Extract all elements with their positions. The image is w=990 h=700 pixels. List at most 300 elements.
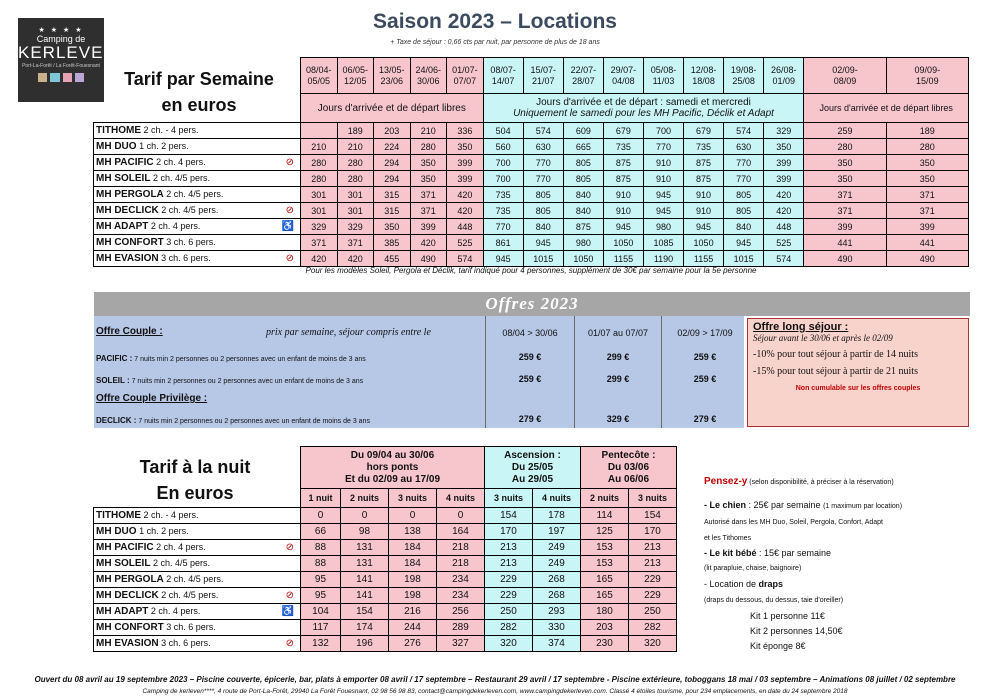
price-cell: 945 <box>523 235 563 251</box>
price-cell: 165 <box>580 588 628 604</box>
nights-header: 2 nuits <box>580 489 628 508</box>
price-cell: 329 <box>337 219 374 235</box>
price-cell: 138 <box>388 524 436 540</box>
price-cell: 770 <box>643 139 683 155</box>
row-label: MH CONFORT 3 ch. 6 pers. <box>94 620 301 636</box>
weekly-corner-2 <box>94 94 301 123</box>
price-cell: 184 <box>388 540 436 556</box>
info-sheets-sub: (draps du dessous, du dessus, taie d'oreiller) <box>704 597 844 604</box>
info-kit-3: Kit éponge 8€ <box>750 641 806 651</box>
offer-long-sub: Séjour avant le 30/06 et après le 02/09 <box>753 333 893 343</box>
info-kit-1: Kit 1 personne 11€ <box>750 611 825 621</box>
price-cell: 256 <box>436 604 484 620</box>
price-cell: 154 <box>628 508 676 524</box>
price-cell: 294 <box>374 155 411 171</box>
price-cell: 198 <box>388 588 436 604</box>
no-smoking-icon: ⊘ <box>285 638 294 649</box>
no-smoking-icon: ⊘ <box>285 157 294 168</box>
nights-header: 3 nuits <box>628 489 676 508</box>
price-cell: 141 <box>340 588 388 604</box>
price-cell: 250 <box>484 604 532 620</box>
price-cell: 371 <box>301 235 338 251</box>
price-cell: 189 <box>886 123 968 139</box>
price-cell: 95 <box>301 572 341 588</box>
price-cell: 574 <box>447 251 484 267</box>
price-cell: 399 <box>764 155 804 171</box>
price-cell: 875 <box>603 171 643 187</box>
no-smoking-icon: ⊘ <box>285 205 294 216</box>
price-cell: 980 <box>563 235 603 251</box>
logo-swatches <box>38 73 84 82</box>
no-smoking-icon: ⊘ <box>285 590 294 601</box>
price-cell: 184 <box>388 556 436 572</box>
offer-declick-price-3: 279 € <box>693 414 717 424</box>
offers-divider-1 <box>485 316 486 428</box>
price-cell: 371 <box>410 187 447 203</box>
price-cell: 189 <box>337 123 374 139</box>
date-header: 15/07- 21/07 <box>523 58 563 94</box>
no-smoking-icon: ⊘ <box>285 542 294 553</box>
row-label: MH CONFORT 3 ch. 6 pers. <box>94 235 301 251</box>
price-cell: 350 <box>804 171 886 187</box>
row-label: MH DUO 1 ch. 2 pers. <box>94 524 301 540</box>
weekly-note: Pour les modèles Soleil, Pergola et Déclik, tarif indiqué pour 4 personnes, supplément de 30€ par semaine pour la 5e personne <box>305 266 757 275</box>
price-cell: 249 <box>532 556 580 572</box>
date-header: 09/09- 15/09 <box>886 58 968 94</box>
price-cell: 910 <box>603 187 643 203</box>
price-cell: 170 <box>628 524 676 540</box>
price-cell: 735 <box>603 139 643 155</box>
weekly-group-sat-wed <box>483 94 804 123</box>
price-cell: 229 <box>484 588 532 604</box>
price-cell: 840 <box>523 219 563 235</box>
price-cell: 350 <box>764 139 804 155</box>
price-cell: 350 <box>886 155 968 171</box>
price-cell: 805 <box>724 187 764 203</box>
nights-header: 3 nuits <box>484 489 532 508</box>
offer-declick-price-2: 329 € <box>606 414 630 424</box>
price-cell: 213 <box>484 556 532 572</box>
table-row <box>94 155 969 171</box>
page-title: Saison 2023 – Locations <box>373 10 617 33</box>
price-cell: 280 <box>804 139 886 155</box>
nights-header: 2 nuits <box>340 489 388 508</box>
price-cell: 560 <box>483 139 523 155</box>
logo-swatch <box>75 73 84 82</box>
price-cell: 1190 <box>643 251 683 267</box>
price-cell: 198 <box>388 572 436 588</box>
price-cell: 945 <box>643 203 683 219</box>
price-cell: 165 <box>580 572 628 588</box>
price-cell: 350 <box>804 155 886 171</box>
price-cell: 1050 <box>563 251 603 267</box>
offer-pacific-price-1: 259 € <box>518 352 542 362</box>
page-subtitle: + Taxe de séjour : 0,66 cts par nuit, par personne de plus de 18 ans <box>390 39 600 46</box>
row-label: MH SOLEIL 2 ch. 4/5 pers. <box>94 556 301 572</box>
price-cell: 180 <box>580 604 628 620</box>
price-cell: 1155 <box>684 251 724 267</box>
row-label: MH PACIFIC 2 ch. 4 pers. ⊘ <box>94 540 301 556</box>
price-cell: 131 <box>340 540 388 556</box>
price-cell: 371 <box>804 187 886 203</box>
price-cell: 203 <box>580 620 628 636</box>
price-cell: 805 <box>563 155 603 171</box>
info-dog-line2: Autorisé dans les MH Duo, Soleil, Pergola, Confort, Adapt <box>704 519 883 526</box>
price-cell: 0 <box>388 508 436 524</box>
offer-soleil-price-2: 299 € <box>606 374 630 384</box>
price-cell: 770 <box>523 155 563 171</box>
price-cell: 218 <box>436 556 484 572</box>
price-cell: 399 <box>886 219 968 235</box>
weekly-title-line2: en euros <box>161 95 237 115</box>
price-cell: 320 <box>628 636 676 652</box>
offer-pacific-label: PACIFIC : 7 nuits min 2 personnes ou 2 personnes avec un enfant de moins de 3 ans <box>96 354 366 363</box>
price-cell: 301 <box>301 187 338 203</box>
nights-header: 4 nuits <box>436 489 484 508</box>
date-header: 08/04- 05/05 <box>301 58 338 94</box>
price-cell: 371 <box>804 203 886 219</box>
price-cell: 329 <box>764 123 804 139</box>
price-cell: 910 <box>684 203 724 219</box>
price-cell: 770 <box>724 171 764 187</box>
price-cell: 679 <box>603 123 643 139</box>
table-row <box>94 123 969 139</box>
weekly-corner <box>94 58 301 94</box>
price-cell: 1015 <box>523 251 563 267</box>
price-cell: 327 <box>436 636 484 652</box>
price-cell: 609 <box>563 123 603 139</box>
weekly-title-line1: Tarif par Semaine <box>124 69 274 89</box>
table-row <box>94 604 677 620</box>
price-cell: 910 <box>643 155 683 171</box>
price-cell: 805 <box>523 187 563 203</box>
date-header: 22/07- 28/07 <box>563 58 603 94</box>
price-cell: 630 <box>523 139 563 155</box>
price-cell: 399 <box>804 219 886 235</box>
price-cell: 203 <box>374 123 411 139</box>
price-cell: 371 <box>410 203 447 219</box>
price-cell: 230 <box>580 636 628 652</box>
price-cell: 95 <box>301 588 341 604</box>
date-header: 24/06- 30/06 <box>410 58 447 94</box>
price-cell: 448 <box>764 219 804 235</box>
price-cell: 374 <box>532 636 580 652</box>
price-cell: 490 <box>410 251 447 267</box>
price-cell: 420 <box>764 203 804 219</box>
row-label: TITHOME 2 ch. - 4 pers. <box>94 123 301 139</box>
table-row <box>94 540 677 556</box>
price-cell: 420 <box>301 251 338 267</box>
price-cell: 294 <box>374 171 411 187</box>
price-cell: 945 <box>603 219 643 235</box>
price-cell: 141 <box>340 572 388 588</box>
price-cell: 197 <box>532 524 580 540</box>
offer-long-stay <box>747 318 969 427</box>
price-cell <box>301 123 338 139</box>
table-row <box>94 203 969 219</box>
nightly-corner-2 <box>94 489 301 508</box>
row-label: MH EVASION 3 ch. 6 pers. ⊘ <box>94 251 301 267</box>
price-cell: 805 <box>563 171 603 187</box>
price-cell: 268 <box>532 588 580 604</box>
info-baby-kit: - Le kit bébé : 15€ par semaine <box>704 548 832 558</box>
logo-line1: Camping de <box>36 34 86 44</box>
offer-pacific-price-3: 259 € <box>693 352 717 362</box>
nightly-group-low: Du 09/04 au 30/06 hors ponts Et du 02/09 au 17/09 <box>301 447 485 489</box>
offer-couple-caption: prix par semaine, séjour compris entre le <box>266 327 431 338</box>
price-cell: 399 <box>447 171 484 187</box>
price-cell: 210 <box>410 123 447 139</box>
table-row <box>94 187 969 203</box>
price-cell: 293 <box>532 604 580 620</box>
price-cell: 371 <box>886 187 968 203</box>
price-cell: 385 <box>374 235 411 251</box>
table-row <box>94 251 969 267</box>
price-cell: 700 <box>483 171 523 187</box>
price-cell: 244 <box>388 620 436 636</box>
price-cell: 315 <box>374 187 411 203</box>
table-row <box>94 572 677 588</box>
price-cell: 213 <box>484 540 532 556</box>
price-cell: 282 <box>628 620 676 636</box>
table-row <box>94 171 969 187</box>
price-cell: 945 <box>684 219 724 235</box>
nightly-title-line2: En euros <box>156 483 234 503</box>
offer-long-15: -15% pour tout séjour à partir de 21 nuits <box>753 366 918 377</box>
wheelchair-icon: ♿ <box>281 221 294 232</box>
row-label: MH EVASION 3 ch. 6 pers. ⊘ <box>94 636 301 652</box>
price-cell: 945 <box>724 235 764 251</box>
price-cell: 0 <box>340 508 388 524</box>
price-cell: 420 <box>447 187 484 203</box>
price-cell: 1050 <box>684 235 724 251</box>
price-cell: 88 <box>301 540 341 556</box>
offer-period-3: 02/09 > 17/09 <box>677 328 733 338</box>
date-header: 12/08- 18/08 <box>684 58 724 94</box>
price-cell: 280 <box>337 155 374 171</box>
row-label: MH ADAPT 2 ch. 4 pers. ♿ <box>94 219 301 235</box>
price-cell: 164 <box>436 524 484 540</box>
offers-divider-2 <box>574 316 575 428</box>
price-cell: 875 <box>684 155 724 171</box>
row-label: MH PERGOLA 2 ch. 4/5 pers. <box>94 572 301 588</box>
price-cell: 229 <box>484 572 532 588</box>
price-cell: 117 <box>301 620 341 636</box>
logo-line2: KERLEVEN <box>18 43 117 62</box>
price-cell: 234 <box>436 572 484 588</box>
price-cell: 132 <box>301 636 341 652</box>
price-cell: 98 <box>340 524 388 540</box>
price-cell: 350 <box>410 155 447 171</box>
price-cell: 350 <box>410 171 447 187</box>
price-cell: 276 <box>388 636 436 652</box>
price-cell: 490 <box>886 251 968 267</box>
price-cell: 840 <box>724 219 764 235</box>
price-cell: 441 <box>886 235 968 251</box>
price-cell: 289 <box>436 620 484 636</box>
price-cell: 980 <box>643 219 683 235</box>
price-cell: 574 <box>523 123 563 139</box>
price-cell: 1085 <box>643 235 683 251</box>
price-cell: 104 <box>301 604 341 620</box>
offer-period-1: 08/04 > 30/06 <box>502 328 558 338</box>
info-baby-kit-sub: (lit parapluie, chaise, baignoire) <box>704 565 802 572</box>
price-cell: 336 <box>447 123 484 139</box>
row-label: MH PACIFIC 2 ch. 4 pers. ⊘ <box>94 155 301 171</box>
price-cell: 399 <box>764 171 804 187</box>
price-cell: 210 <box>301 139 338 155</box>
date-header: 06/05- 12/05 <box>337 58 374 94</box>
price-cell: 840 <box>563 203 603 219</box>
price-cell: 125 <box>580 524 628 540</box>
price-cell: 1015 <box>724 251 764 267</box>
price-cell: 805 <box>523 203 563 219</box>
price-cell: 441 <box>804 235 886 251</box>
weekly-group-free-1: Jours d'arrivée et de départ libres <box>301 94 484 123</box>
row-label: MH SOLEIL 2 ch. 4/5 pers. <box>94 171 301 187</box>
logo-stars: ★ ★ ★ ★ <box>38 27 84 34</box>
price-cell: 455 <box>374 251 411 267</box>
price-cell: 665 <box>563 139 603 155</box>
table-row <box>94 588 677 604</box>
nightly-group-pentecote: Pentecôte : Du 03/06 Au 06/06 <box>580 447 676 489</box>
weekly-group-sat-wed-line2: Uniquement le samedi pour les MH Pacific, Déclik et Adapt <box>513 108 774 119</box>
price-cell: 420 <box>764 187 804 203</box>
price-cell: 250 <box>628 604 676 620</box>
date-header: 29/07- 04/08 <box>603 58 643 94</box>
price-cell: 229 <box>628 572 676 588</box>
price-cell: 371 <box>886 203 968 219</box>
price-cell: 805 <box>724 203 764 219</box>
logo-line3: Port-La-Forêt / La Forêt-Fouesnant <box>22 63 100 69</box>
nightly-title-line1: Tarif à la nuit <box>139 457 251 477</box>
price-cell: 301 <box>301 203 338 219</box>
row-label: TITHOME 2 ch. - 4 pers. <box>94 508 301 524</box>
price-cell: 875 <box>563 219 603 235</box>
price-cell: 153 <box>580 540 628 556</box>
offer-long-note: Non cumulable sur les offres couples <box>795 385 921 392</box>
footer-address: Camping de kerleven****, 4 route de Port-La-Forêt, 29940 La Forêt Fouesnant, 02 98 56 98 83, contact@campingdekerleven.com, www.campingdekerleven.com. Classé 4 étoiles tourisme, pour 234 emplacements, en date du 24 septembre 2018 <box>142 688 848 695</box>
price-cell: 735 <box>483 203 523 219</box>
price-cell: 178 <box>532 508 580 524</box>
table-row <box>94 508 677 524</box>
price-cell: 1050 <box>603 235 643 251</box>
price-cell: 420 <box>337 251 374 267</box>
price-cell: 249 <box>532 540 580 556</box>
price-cell: 399 <box>410 219 447 235</box>
price-cell: 350 <box>374 219 411 235</box>
price-cell: 88 <box>301 556 341 572</box>
logo-swatch <box>38 73 47 82</box>
price-cell: 490 <box>804 251 886 267</box>
offer-declick-price-1: 279 € <box>518 414 542 424</box>
footer-hours: Ouvert du 08 avril au 19 septembre 2023 – Piscine couverte, épicerie, bar, plats à emporter 08 avril / 17 septembre – Restaurant 29 avril / 17 septembre - Piscine extérieure, toboggans 18 mai / 03 septembre – Animations 08 juillet / 02 septembre <box>34 675 956 684</box>
table-row <box>94 556 677 572</box>
price-cell: 213 <box>628 540 676 556</box>
wheelchair-icon: ♿ <box>281 606 294 617</box>
price-cell: 280 <box>301 171 338 187</box>
offer-declick-label: DECLICK : 7 nuits min 2 personnes ou 2 personnes avec un enfant de moins de 3 ans <box>96 416 370 425</box>
offer-soleil-label: SOLEIL : 7 nuits min 2 personnes ou 2 personnes avec un enfant de moins de 3 ans <box>96 376 364 385</box>
price-cell: 196 <box>340 636 388 652</box>
price-cell: 0 <box>436 508 484 524</box>
date-header: 05/08- 11/03 <box>643 58 683 94</box>
offer-soleil-price-1: 259 € <box>518 374 542 384</box>
table-row <box>94 524 677 540</box>
price-cell: 350 <box>447 139 484 155</box>
price-cell: 574 <box>724 123 764 139</box>
price-cell: 679 <box>684 123 724 139</box>
offer-long-title: Offre long séjour : <box>753 321 849 333</box>
price-cell: 700 <box>483 155 523 171</box>
price-cell: 218 <box>436 540 484 556</box>
info-sheets: - Location de draps <box>704 579 784 589</box>
price-cell: 0 <box>301 508 341 524</box>
price-cell: 574 <box>764 251 804 267</box>
price-cell: 525 <box>447 235 484 251</box>
table-row <box>94 620 677 636</box>
price-cell: 213 <box>628 556 676 572</box>
price-cell: 1155 <box>603 251 643 267</box>
price-cell: 330 <box>532 620 580 636</box>
price-cell: 420 <box>410 235 447 251</box>
price-cell: 131 <box>340 556 388 572</box>
offer-period-2: 01/07 au 07/07 <box>587 328 649 338</box>
row-label: MH DECLICK 2 ch. 4/5 pers. ⊘ <box>94 203 301 219</box>
logo-swatch <box>63 73 72 82</box>
price-cell: 350 <box>886 171 968 187</box>
price-cell: 525 <box>764 235 804 251</box>
price-cell: 448 <box>447 219 484 235</box>
price-cell: 399 <box>447 155 484 171</box>
offers-divider-3 <box>661 316 662 428</box>
price-cell: 280 <box>301 155 338 171</box>
info-kit-2: Kit 2 personnes 14,50€ <box>750 626 843 636</box>
price-cell: 910 <box>603 203 643 219</box>
price-cell: 224 <box>374 139 411 155</box>
weekly-price-table <box>93 57 969 267</box>
price-cell: 945 <box>643 187 683 203</box>
table-row <box>94 219 969 235</box>
price-cell: 315 <box>374 203 411 219</box>
price-cell: 945 <box>483 251 523 267</box>
price-cell: 280 <box>337 171 374 187</box>
price-cell: 154 <box>340 604 388 620</box>
offer-couple-title: Offre Couple : <box>96 326 163 337</box>
price-cell: 770 <box>523 171 563 187</box>
row-label: MH DUO 1 ch. 2 pers. <box>94 139 301 155</box>
price-cell: 216 <box>388 604 436 620</box>
nightly-corner <box>94 447 301 489</box>
weekly-group-free-2: Jours d'arrivée et de départ libres <box>804 94 969 123</box>
price-cell: 329 <box>301 219 338 235</box>
date-header: 08/07- 14/07 <box>483 58 523 94</box>
price-cell: 420 <box>447 203 484 219</box>
price-cell: 170 <box>484 524 532 540</box>
table-row <box>94 235 969 251</box>
price-cell: 910 <box>643 171 683 187</box>
row-label: MH PERGOLA 2 ch. 4/5 pers. <box>94 187 301 203</box>
price-cell: 735 <box>684 139 724 155</box>
offer-soleil-price-3: 259 € <box>693 374 717 384</box>
nightly-group-ascension: Ascension : Du 25/05 Au 29/05 <box>484 447 580 489</box>
nights-header: 4 nuits <box>532 489 580 508</box>
info-dog: - Le chien : 25€ par semaine (1 maximum par location) <box>704 500 903 510</box>
price-cell: 153 <box>580 556 628 572</box>
offers-title: Offres 2023 <box>94 292 970 316</box>
price-cell: 735 <box>483 187 523 203</box>
nightly-price-table <box>93 446 677 652</box>
